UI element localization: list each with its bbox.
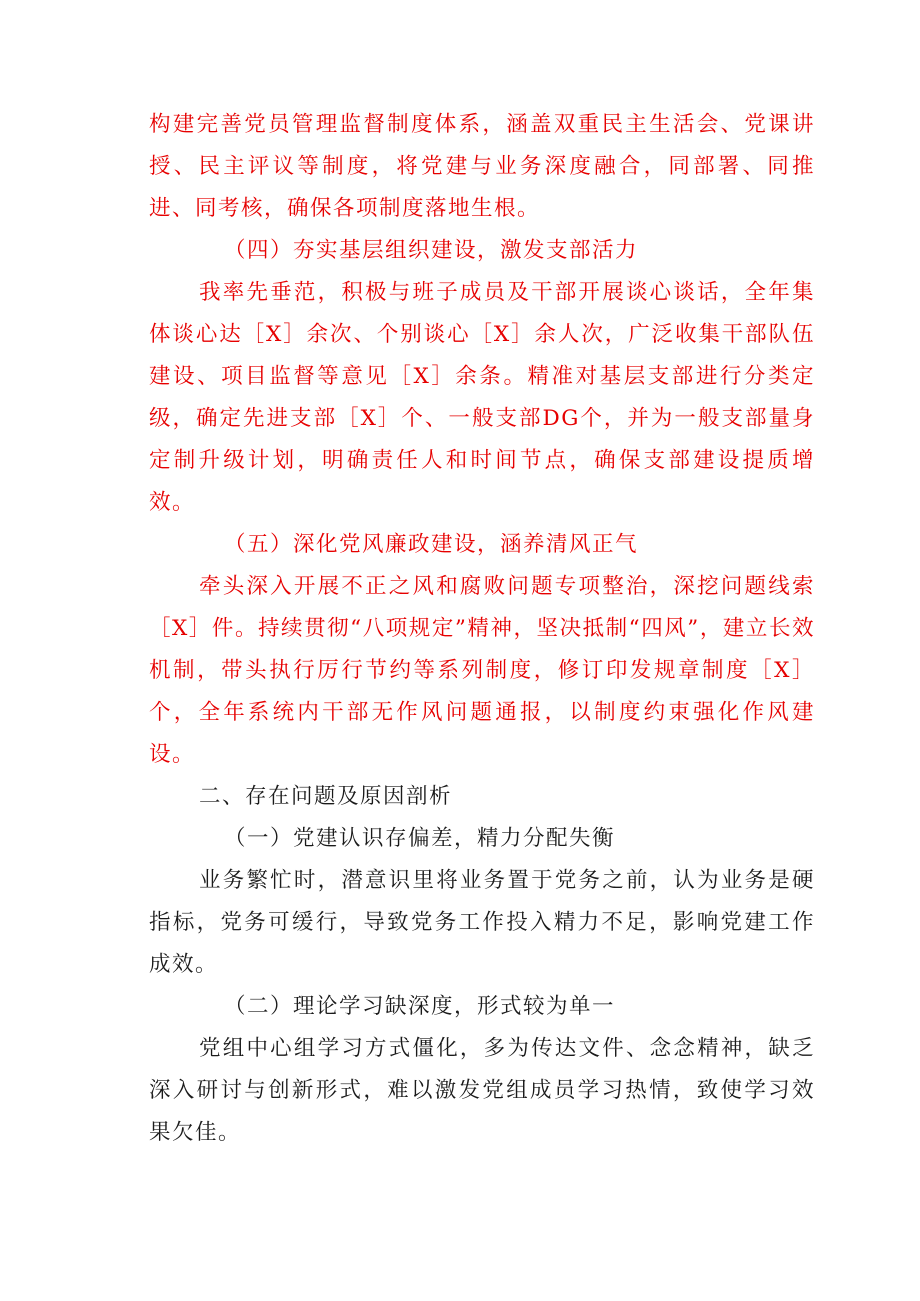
heading-awareness-deviation: （一）党建认识存偏差，精力分配失衡	[224, 826, 616, 851]
heading-grassroots-organization: （四）夯实基层组织建设，激发支部活力	[224, 238, 639, 263]
paragraph-awareness-deviation: 业务繁忙时，潜意识里将业务置于党务之前，认为业务是硬指标，党务可缓行，导致党务工作投入精力不足，影响党建工作成效。	[149, 868, 815, 977]
heading-clean-governance: （五）深化党风廉政建设，涵养清风正气	[224, 532, 639, 557]
heading-theory-study: （二）理论学习缺深度，形式较为单一	[224, 994, 616, 1019]
section-title-problems: 二、存在问题及原因剖析	[199, 784, 453, 809]
document-body	[149, 104, 815, 1154]
paragraph-system-building: 构建完善党员管理监督制度体系，涵盖双重民主生活会、党课讲授、民主评议等制度，将党建与业务深度融合，同部署、同推进、同考核，确保各项制度落地生根。	[149, 112, 815, 221]
paragraph-clean-governance: 牵头深入开展不正之风和腐败问题专项整治，深挖问题线索［X］件。持续贯彻“八项规定”精神，坚决抵制“四风”，建立长效机制，带头执行厉行节约等系列制度，修订印发规章制度［X］个，全年系统内干部无作风问题通报，以制度约束强化作风建设。	[149, 574, 815, 767]
paragraph-grassroots-organization: 我率先垂范，积极与班子成员及干部开展谈心谈话，全年集体谈心达［X］余次、个别谈心［X］余人次，广泛收集干部队伍建设、项目监督等意见［X］余条。精准对基层支部进行分类定级，确定先进支部［X］个、一般支部DG个，并为一般支部量身定制升级计划，明确责任人和时间节点，确保支部建设提质增效。	[149, 280, 815, 515]
paragraph-theory-study: 党组中心组学习方式僵化，多为传达文件、念念精神，缺乏深入研讨与创新形式，难以激发党组成员学习热情，致使学习效果欠佳。	[149, 1036, 815, 1145]
